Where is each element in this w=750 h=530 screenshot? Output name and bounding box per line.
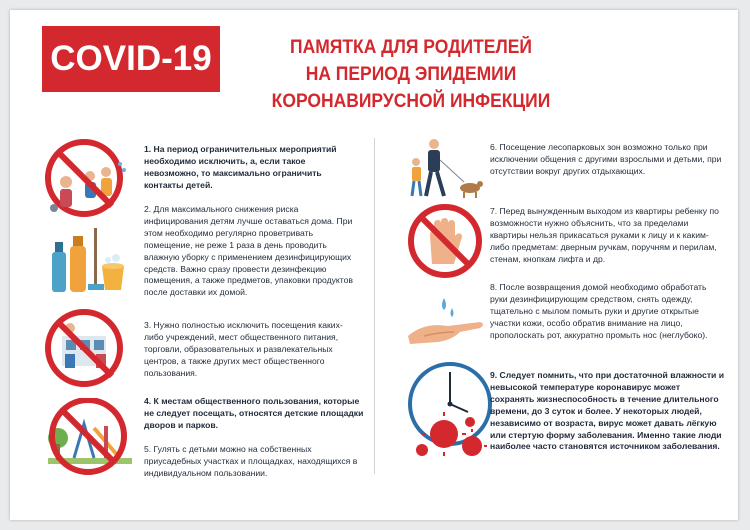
right-item-9: 9. Следует помнить, что при достаточной влажности и невысокой температуре коронавирус может сохранять жизнеспособность в течение длительного времени, до 3 суток и более. У некоторых людей, независимо от возраста, вирус может давать лёгкую или стертую форму заболевания. Именно такие люди наиболее часто становятся источником заболевания. [490,370,724,452]
children-contact-prohibited-icon [40,136,132,220]
poster-title [259,34,563,115]
title-line-3: КОРОНАВИРУСНОЙ ИНФЕКЦИИ [271,91,551,112]
poster-sheet [10,10,738,520]
cleaning-supplies-icon [42,222,132,302]
left-item-2: 2. Для максимального снижения риска инфицирования детям лучше оставаться дома. При этом необходимо регулярно проветривать помещение, не реже 1 раза в день проводить влажную уборку с применением дезинфицирующих средств. Важно сразу провести дезинфекцию помещения, а также предметов, упаковки продуктов после доставки их домой. [144,204,353,298]
left-item-5: 5. Гулять с детьми можно на собственных приусадебных участках и площадках, находящихся в индивидуальном пользовании. [144,444,358,478]
left-item-1: 1. На период ограничительных мероприятий необходимо исключить, а, если такое невозможно, то максимально ограничить контакты детей. [144,144,337,190]
covid-badge: COVID-19 [42,26,220,92]
virus-clock-icon [404,358,496,470]
hand-sanitizer-icon [404,292,488,352]
title-line-1: ПАМЯТКА ДЛЯ РОДИТЕЛЕЙ [290,37,532,58]
right-item-7: 7. Перед вынужденным выходом из квартиры ребенку по возможности нужно объяснить, что за пределами квартиры нельзя прикасаться руками к лицу и к каким-либо предметам: дверным ручкам, поручням и перилам, стенам, кнопкам лифта и др. [490,206,719,264]
title-line-2: НА ПЕРИОД ЭПИДЕМИИ [305,64,517,85]
no-touch-hand-icon [406,202,484,280]
public-places-prohibited-icon [40,306,132,390]
right-item-8: 8. После возвращения домой необходимо обработать руки дезинфицирующим средством, снять одежду, тщательно с мылом помыть руки и другие открытые участки кожи, особо обратив внимание на лицо, прополоскать рот, аккуратно промыть нос (неглубоко). [490,282,708,340]
left-item-4: 4. К местам общественного пользования, которые не следует посещать, относятся детские площадки дворов и парков. [144,396,364,430]
playground-prohibited-icon [44,398,136,482]
right-item-6: 6. Посещение лесопарковых зон возможно только при исключении общения с другими взрослыми и детьми, при отсутствии вокруг других отдыхающих. [490,142,722,176]
left-item-3: 3. Нужно полностью исключить посещения каких-либо учреждений, мест общественного питания, торговли, образовательных и развлекательных центров, а также других мест общественного пользования. [144,320,343,378]
family-walk-dog-icon [404,134,484,204]
column-divider [374,138,375,474]
